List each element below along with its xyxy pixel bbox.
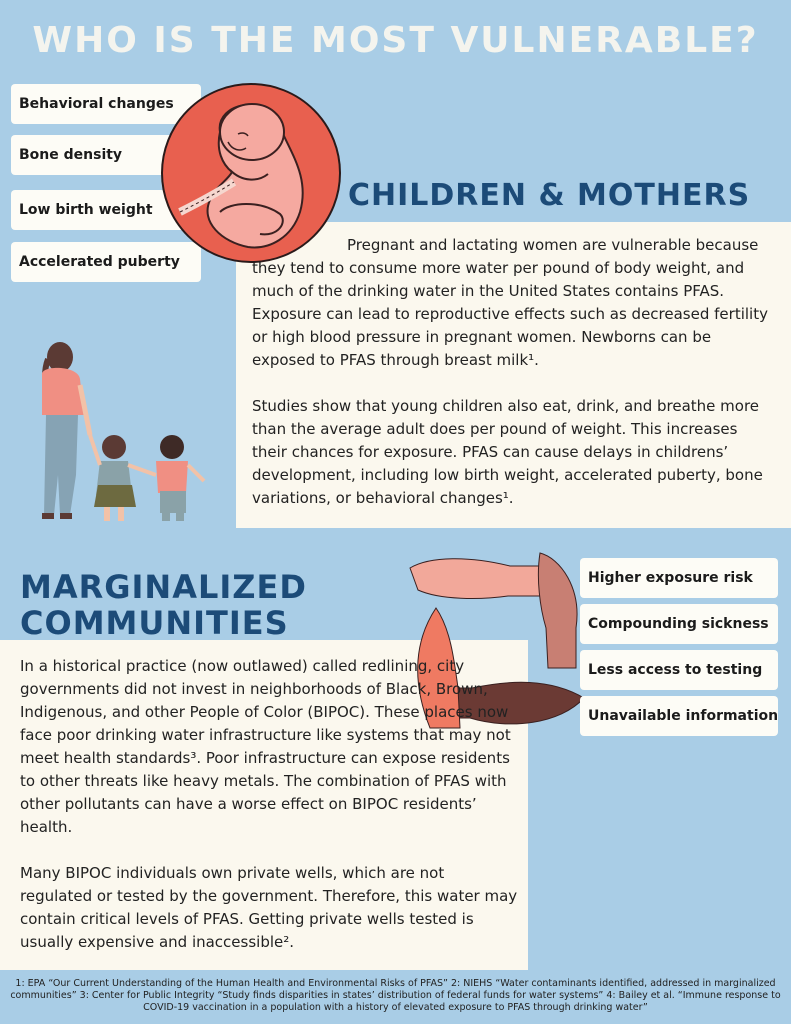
tag-unavailable-information: Unavailable information bbox=[580, 696, 778, 736]
footnote-references: 1: EPA “Our Current Understanding of the Human Health and Environmental Risks of PFAS” 2: NIEHS “Water contaminants identified, addressed in marginalized communities” 3: Center for Public Integrity “Study finds disparities in states’ distribution of federal funds for water systems” 4: Bailey et al. “Immune response to COVID-19 vaccination in a population with a history of elevated exposure to PFAS through drinking water” bbox=[10, 978, 781, 1013]
tag-higher-exposure-risk: Higher exposure risk bbox=[580, 558, 778, 598]
children-paragraph-2: Studies show that young children also eat, drink, and breathe more than the average adult does per pound of weight. This increases their chances for exposure. PFAS can cause delays in childrens’ development, including low birth weight, accelerated puberty, bone variations, or behavioral changes¹. bbox=[252, 397, 763, 507]
page-title: WHO IS THE MOST VULNERABLE? bbox=[32, 20, 759, 61]
children-heading: CHILDREN & MOTHERS bbox=[348, 178, 751, 213]
tag-bone-density: Bone density bbox=[11, 135, 201, 175]
tag-accelerated-puberty: Accelerated puberty bbox=[11, 242, 201, 282]
marginalized-body bbox=[20, 655, 520, 954]
marginalized-heading-line1: MARGINALIZED bbox=[20, 568, 307, 606]
children-body bbox=[252, 234, 772, 510]
children-paragraph-1: Pregnant and lactating women are vulnerable because they tend to consume more water per pound of body weight, and much of the drinking water in the United States contains PFAS. Exposure can lead to reproductive effects such as decreased fertility or high blood pressure in pregnant women. Newborns can be exposed to PFAS through breast milk¹. bbox=[252, 236, 768, 369]
tag-behavioral-changes: Behavioral changes bbox=[11, 84, 201, 124]
tag-low-birth-weight: Low birth weight bbox=[11, 190, 201, 230]
tag-compounding-sickness: Compounding sickness bbox=[580, 604, 778, 644]
mother-children-icon bbox=[28, 335, 218, 530]
marginalized-heading-line2: COMMUNITIES bbox=[20, 604, 289, 642]
marginalized-paragraph-1: In a historical practice (now outlawed) called redlining, city governments did not invest in neighborhoods of Black, Brown, Indigenous, and other People of Color (BIPOC). These places now face poor drinking water infrastructure like systems that may not meet health standards³. Poor infrastructure can expose residents to other threats like heavy metals. The combination of PFAS with other pollutants can have a worse effect on BIPOC residents’ health. bbox=[20, 657, 511, 836]
marginalized-paragraph-2: Many BIPOC individuals own private wells, which are not regulated or tested by the government. Therefore, this water may contain critical levels of PFAS. Getting private wells tested is usually expensive and inaccessible². bbox=[20, 864, 518, 951]
tag-less-access-to-testing: Less access to testing bbox=[580, 650, 778, 690]
